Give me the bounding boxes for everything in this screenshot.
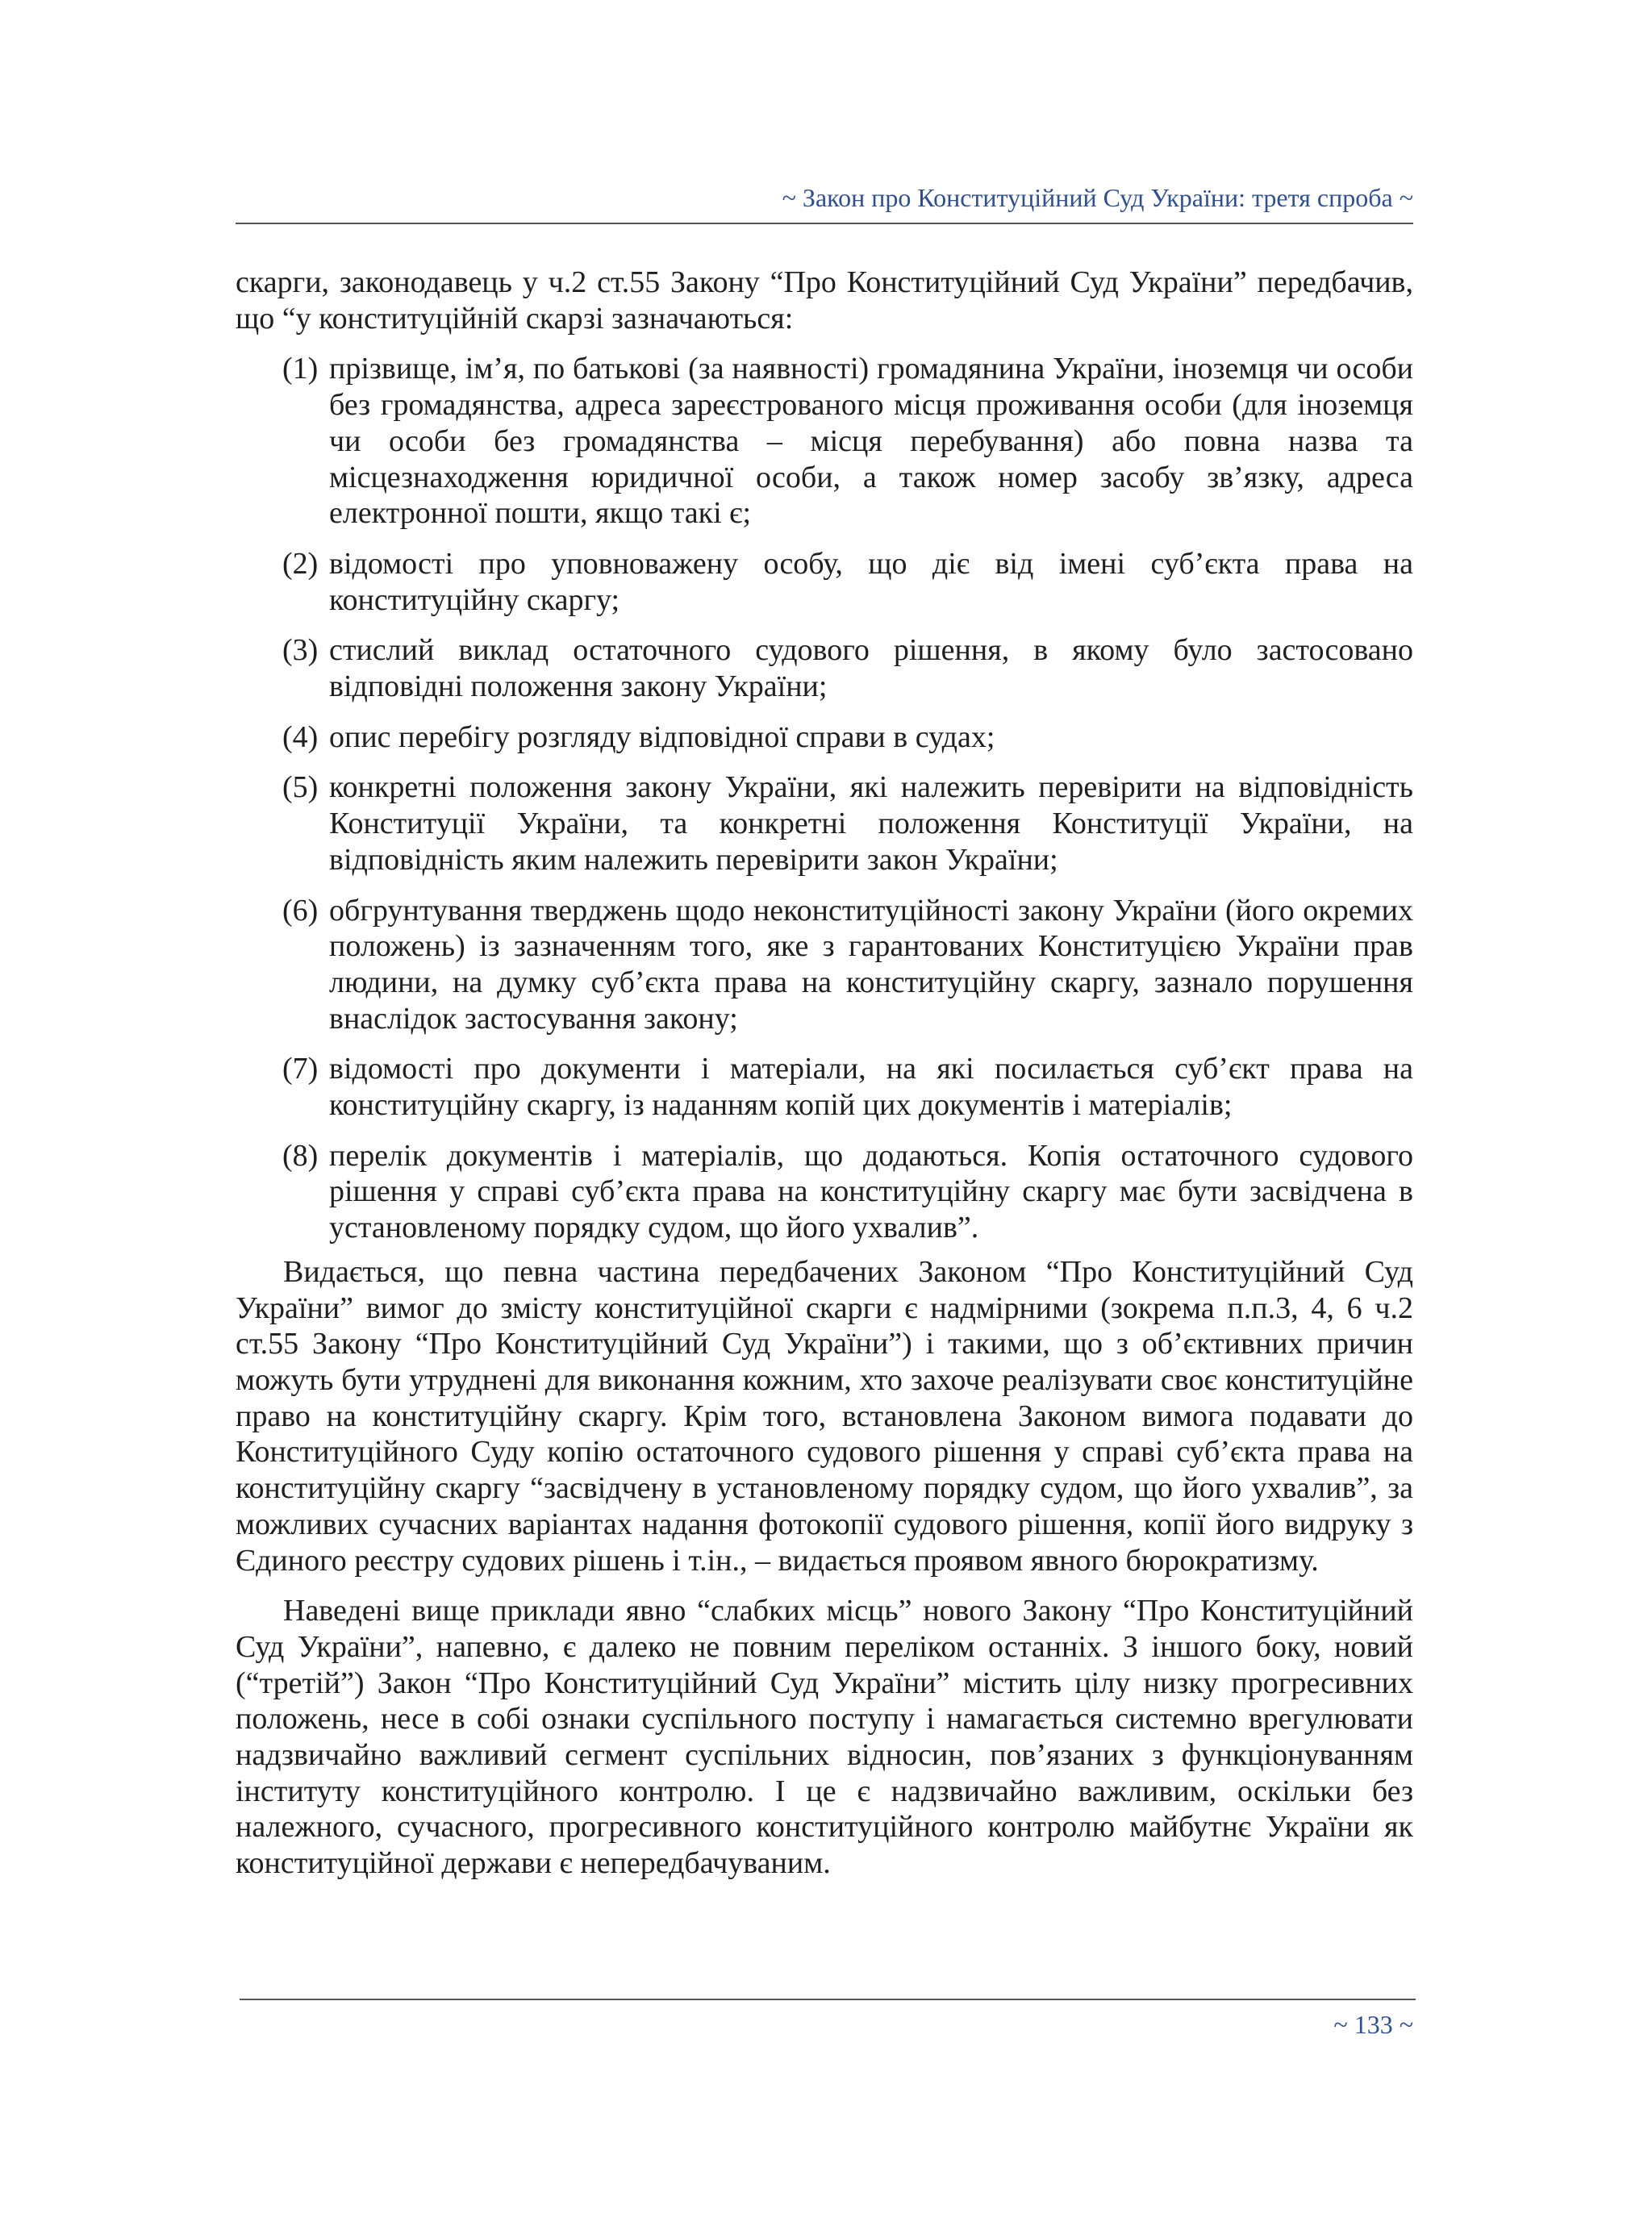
list-item-text: перелік документів і матеріалів, що додаються. Копія остаточного судового рішення у справі суб’єкта права на конституційну скаргу має бути засвідчена в установленому порядку судом, що його ухвалив”. <box>329 1138 1413 1245</box>
body-paragraph: Видається, що певна частина передбачених Законом “Про Конституційний Суд України” вимог до змісту конституційної скарги є надмірними (зокрема п.п.3, 4, 6 ч.2 ст.55 Закону “Про Конституційний Суд України”) і такими, що з об’єктивних причин можуть бути утруднені для виконання кожним, хто захоче реалізувати своє конституційне право на конституційну скаргу. Крім того, встановлена Законом вимога подавати до Конституційного Суду копію остаточного судового рішення у справі суб’єкта права на конституційну скаргу “засвідчену в установленому порядку судом, що його ухвалив”, за можливих сучасних варіантах надання фотокопії судового рішення, копії його видруку з Єдиного реєстру судових рішень і т.ін., – видається проявом явного бюрократизму. <box>236 1254 1413 1578</box>
spacer <box>236 1578 1413 1593</box>
list-item <box>236 719 1413 756</box>
list-item <box>236 351 1413 532</box>
spacer <box>236 1124 1413 1138</box>
list-item <box>236 893 1413 1037</box>
spacer <box>236 1246 1413 1254</box>
list-item-text: стислий виклад остаточного судового рішення, в якому було застосовано відповідні положення закону України; <box>329 633 1413 704</box>
spacer <box>236 755 1413 769</box>
list-item-number: (8) <box>282 1138 319 1173</box>
running-header: ~ Закон про Конституційний Суд України: третя спроба ~ <box>782 183 1413 212</box>
list-item-text: конкретні положення закону України, які належить перевірити на відповідність Конституції України, та конкретні положення Конституції України, на відповідність яким належить перевірити закон України; <box>329 770 1413 877</box>
list-item-number: (3) <box>282 633 319 668</box>
list-item <box>236 632 1413 704</box>
header-divider <box>236 223 1413 224</box>
page-number: ~ 133 ~ <box>1333 2010 1413 2039</box>
spacer <box>236 532 1413 546</box>
list-item-text: обгрунтування тверджень щодо неконституційності закону України (його окремих положень) із зазначенням того, яке з гарантованих Конституцією України прав людини, на думку суб’єкта права на конституційну скаргу, зазнало порушення внаслідок застосування закону; <box>329 893 1413 1036</box>
list-item-number: (6) <box>282 893 319 928</box>
list-item <box>236 1138 1413 1246</box>
list-item-number: (7) <box>282 1052 319 1086</box>
list-item-text: відомості про уповноважену особу, що діє від імені суб’єкта права на конституційну скаргу; <box>329 546 1413 617</box>
spacer <box>236 705 1413 719</box>
list-item-number: (4) <box>282 719 319 754</box>
spacer <box>236 878 1413 893</box>
spacer <box>236 618 1413 632</box>
body-paragraph: Наведені вище приклади явно “слабких місць” нового Закону “Про Конституційний Суд України”, напевно, є далеко не повним переліком останніх. З іншого боку, новий (“третій”) Закон “Про Конституційний Суд України” містить цілу низку прогресивних положень, несе в собі ознаки суспільного поступу і намагається системно врегулювати надзвичайно важливий сегмент суспільних відносин, пов’язаних з функціонуванням інституту конституційного контролю. І це є надзвичайно важливим, оскільки без належного, сучасного, прогресивного конституційного контролю майбутнє України як конституційної держави є непередбачуваним. <box>236 1594 1413 1881</box>
list-item-text: відомості про документи і матеріали, на які посилається суб’єкт права на конституційну скаргу, із наданням копій цих документів і матеріалів; <box>329 1052 1413 1123</box>
list-item-number: (5) <box>282 770 319 805</box>
intro-paragraph: скарги, законодавець у ч.2 ст.55 Закону “Про Конституційний Суд України” передбачив, що “у конституційній скарзі зазначаються: <box>236 265 1413 336</box>
list-item <box>236 546 1413 618</box>
list-item-number: (1) <box>282 352 319 386</box>
footer-divider <box>240 1999 1416 2000</box>
list-item-number: (2) <box>282 546 319 581</box>
list-item <box>236 1051 1413 1123</box>
list-item-text: опис перебігу розгляду відповідної справи в судах; <box>329 719 995 754</box>
spacer <box>236 1036 1413 1051</box>
list-item <box>236 769 1413 878</box>
list-item-text: прізвище, ім’я, по батькові (за наявності) громадянина України, іноземця чи особи без громадянства, адреса зареєстрованого місця проживання особи (для іноземця чи особи без громадянства – місця перебування) або повна назва та місцезнаходження юридичної особи, а також номер засобу зв’язку, адреса електронної пошти, якщо такі є; <box>329 352 1413 531</box>
page-body <box>236 265 1413 1882</box>
spacer <box>236 336 1413 351</box>
